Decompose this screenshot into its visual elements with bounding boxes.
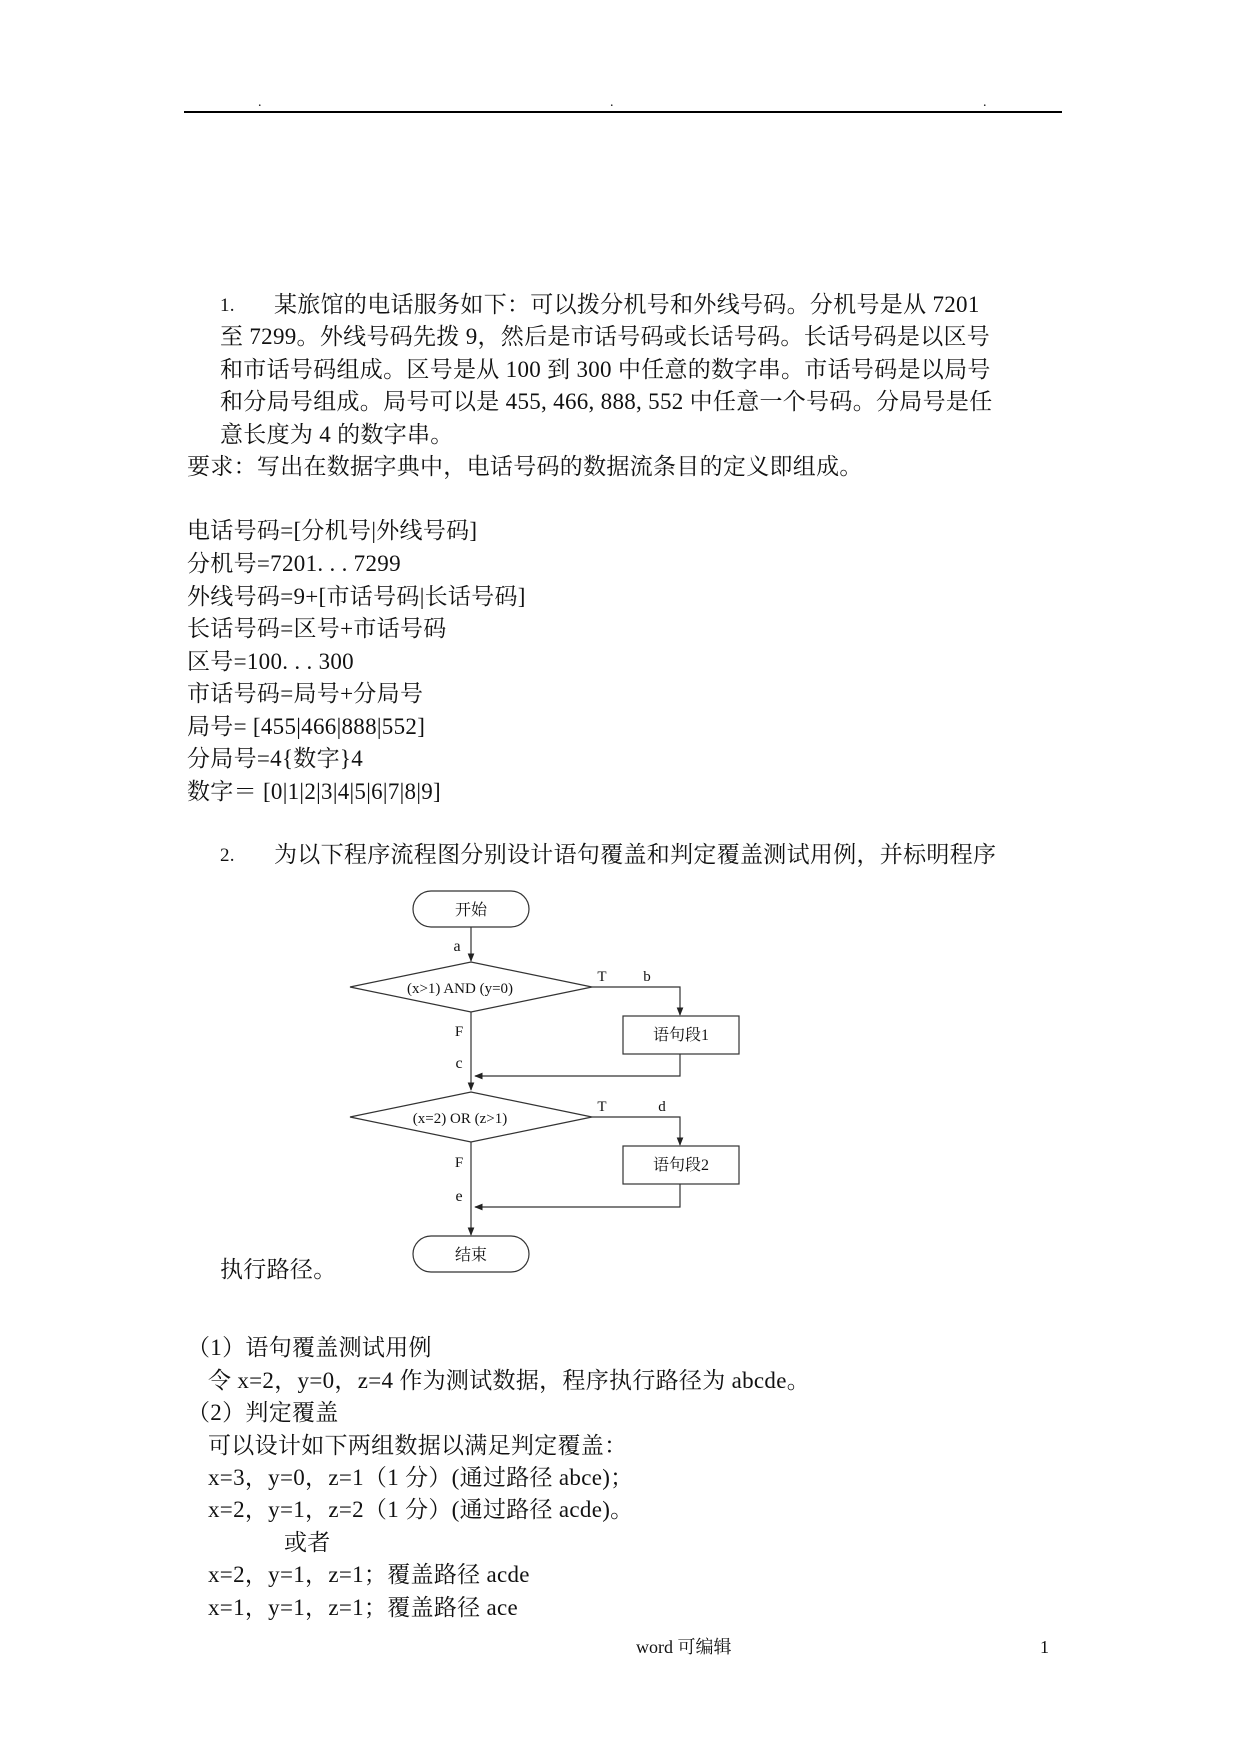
decision-1-label: (x>1) AND (y=0) — [406, 981, 514, 997]
q2-answer-line: x=1，y=1，z=1；覆盖路径 ace — [208, 1595, 518, 1620]
q2-title-continued: 执行路径。 — [220, 1257, 337, 1282]
edge-label-f1: F — [454, 1024, 464, 1040]
statement-1-label: 语句段1 — [652, 1027, 710, 1044]
q1-line-1: 某旅馆的电话服务如下：可以拨分机号和外线号码。分机号是从 7201 — [274, 292, 980, 317]
flow-line-merge-2 — [475, 1184, 680, 1207]
q1-number: 1. — [220, 295, 235, 316]
q1-line-5: 意长度为 4 的数字串。 — [220, 422, 454, 447]
q1-answer-line: 分机号=7201. . . 7299 — [187, 551, 401, 576]
q1-answer-line: 局号= [455|466|888|552] — [187, 714, 426, 739]
q2-answer-line: x=2，y=1，z=1；覆盖路径 acde — [208, 1562, 530, 1587]
q2-answer-line: （1）语句覆盖测试用例 — [187, 1335, 432, 1360]
edge-label-e: e — [455, 1188, 463, 1205]
statement-2-label: 语句段2 — [652, 1157, 710, 1174]
footer-text: word 可编辑 — [636, 1637, 732, 1657]
start-label: 开始 — [454, 902, 488, 919]
q1-answer-line: 长话号码=区号+市话号码 — [187, 616, 447, 641]
header-rule — [184, 111, 1062, 113]
edge-label-t2: T — [597, 1099, 607, 1115]
q1-answer-line: 分局号=4{数字}4 — [187, 746, 364, 771]
page-number: 1 — [1040, 1637, 1049, 1657]
q1-answer-line: 外线号码=9+[市话号码|长话号码] — [187, 584, 526, 609]
q1-answer-line: 电话号码=[分机号|外线号码] — [187, 518, 478, 543]
q2-number: 2. — [220, 845, 235, 866]
q2-title: 为以下程序流程图分别设计语句覆盖和判定覆盖测试用例，并标明程序 — [274, 842, 997, 867]
header-dot-left: . — [258, 95, 262, 110]
q2-answer-line: x=3，y=0，z=1（1 分）(通过路径 abce)； — [208, 1465, 634, 1490]
q2-answer-line: （2）判定覆盖 — [187, 1400, 339, 1425]
flow-line-d — [592, 1117, 680, 1145]
header-dot-right: . — [983, 95, 987, 110]
q2-answer-line: 或者 — [284, 1530, 331, 1555]
q1-answer-line: 区号=100. . . 300 — [187, 649, 354, 674]
q1-requirement: 要求：写出在数据字典中，电话号码的数据流条目的定义即组成。 — [187, 454, 863, 479]
flow-line-merge-1 — [475, 1054, 680, 1076]
edge-label-b: b — [643, 969, 651, 985]
q2-answer-line: 令 x=2，y=0，z=4 作为测试数据，程序执行路径为 abcde。 — [208, 1368, 810, 1393]
q1-line-4: 和分局号组成。局号可以是 455, 466, 888, 552 中任意一个号码。分局号是任 — [220, 389, 993, 414]
q2-answer-line: 可以设计如下两组数据以满足判定覆盖： — [208, 1433, 628, 1458]
q1-line-2: 至 7299。外线号码先拨 9，然后是市话号码或长话号码。长话号码是以区号 — [220, 324, 991, 349]
q2-answer-line: x=2，y=1，z=2（1 分）(通过路径 acde)。 — [208, 1497, 634, 1522]
edge-label-f2: F — [454, 1155, 464, 1171]
q1-answer-line: 数字＝ [0|1|2|3|4|5|6|7|8|9] — [187, 779, 442, 804]
edge-label-a: a — [453, 938, 461, 955]
edge-label-c: c — [455, 1055, 463, 1072]
decision-2-label: (x=2) OR (z>1) — [412, 1111, 508, 1127]
end-label: 结束 — [454, 1247, 488, 1264]
q1-answer-line: 市话号码=局号+分局号 — [187, 681, 424, 706]
flowchart — [340, 885, 760, 1275]
edge-label-t1: T — [597, 969, 607, 985]
header-dot-center: . — [610, 95, 614, 110]
flow-line-b — [592, 987, 680, 1015]
edge-label-d: d — [658, 1099, 666, 1115]
q1-line-3: 和市话号码组成。区号是从 100 到 300 中任意的数字串。市话号码是以局号 — [220, 357, 991, 382]
